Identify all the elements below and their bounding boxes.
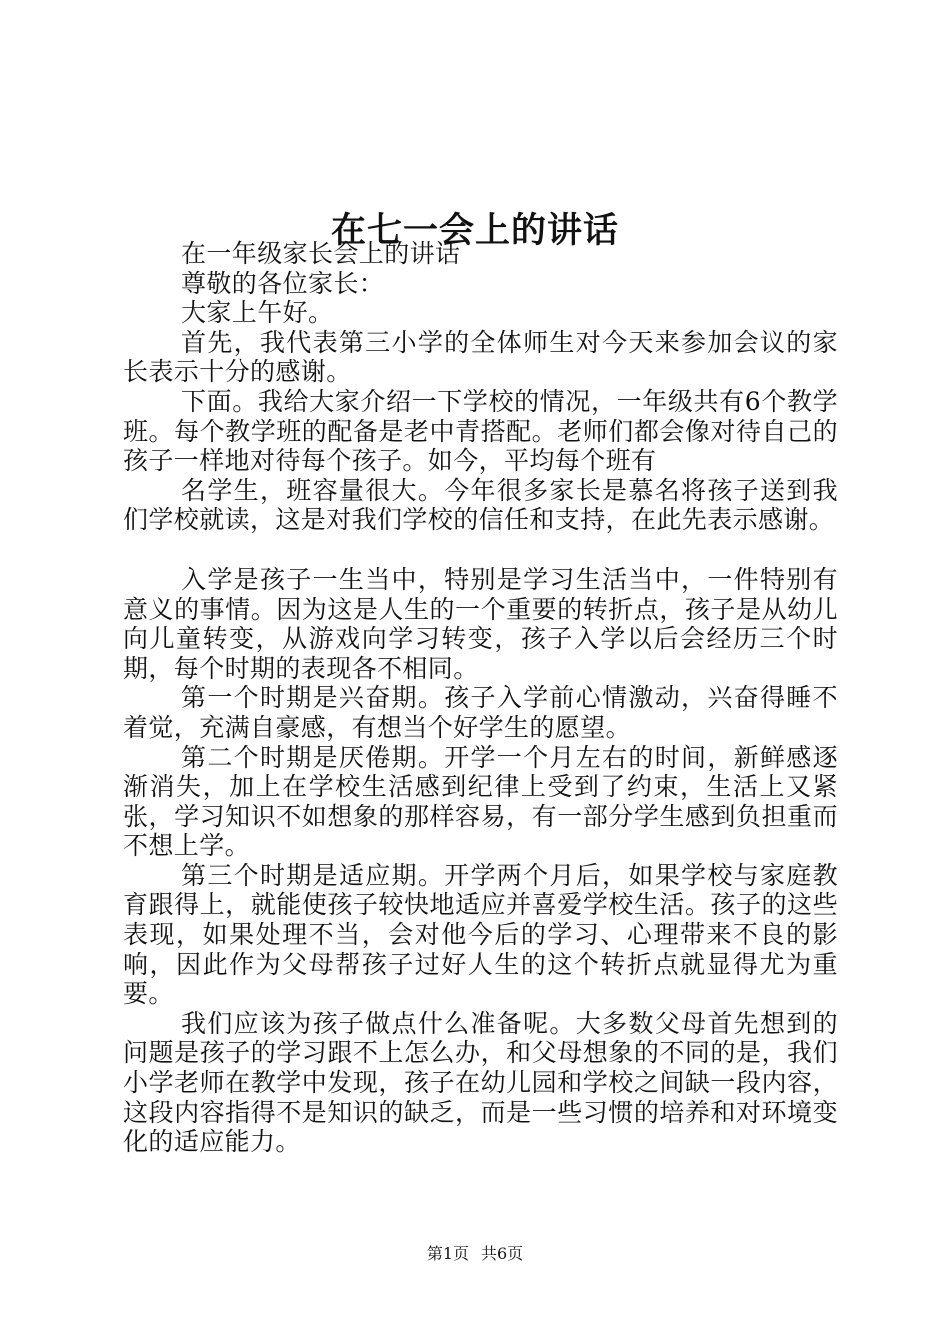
paragraph-heading-line: 在一年级家长会上的讲话 — [181, 239, 461, 268]
paragraph-weariness-period: 第二个时期是厌倦期。开学一个月左右的时间，新鲜感逐渐消失，加上在学校生活感到纪律上受到了约束，生活上又紧张，学习知识不如想象的那样容易，有一部分学生感到负担重而不想上学。 — [123, 742, 838, 861]
paragraph-adaptation-period: 第三个时期是适应期。开学两个月后，如果学校与家庭教育跟得上，就能使孩子较快地适应并喜爱学校生活。孩子的这些表现，如果处理不当，会对他今后的学习、心理带来不良的影响，因此作为父母帮孩子过好人生的这个转折点就显得尤为重要。 — [123, 860, 838, 1009]
paragraph-class-size: 名学生，班容量很大。今年很多家长是慕名将孩子送到我们学校就读，这是对我们学校的信任和支持，在此先表示感谢。 — [123, 475, 838, 535]
document-body — [123, 239, 838, 1157]
paragraph-enrollment-meaning: 入学是孩子一生当中，特别是学习生活当中，一件特别有意义的事情。因为这是人生的一个重要的转折点，孩子是从幼儿向儿童转变，从游戏向学习转变，孩子入学以后会经历三个时期，每个时期的表现各不相同。 — [123, 564, 838, 683]
paragraph-greeting: 大家上午好。 — [181, 298, 334, 328]
document-title: 在七一会上的讲话 — [330, 210, 619, 252]
paragraph-preparation: 我们应该为孩子做点什么准备呢。大多数父母首先想到的问题是孩子的学习跟不上怎么办，和父母想象的不同的是，我们小学老师在教学中发现，孩子在幼儿园和学校之间缺一段内容，这段内容指得不是知识的缺乏，而是一些习惯的培养和对环境变化的适应能力。 — [123, 1008, 838, 1157]
paragraph-school-intro: 下面。我给大家介绍一下学校的情况，一年级共有6个教学班。每个教学班的配备是老中青搭配。老师们都会像对待自己的孩子一样地对待每个孩子。如今，平均每个班有 — [123, 386, 838, 476]
page-total: 共6页 — [481, 1244, 524, 1263]
page-footer — [0, 1243, 950, 1265]
page-number: 第1页 — [426, 1244, 469, 1263]
paragraph-thanks: 首先，我代表第三小学的全体师生对今天来参加会议的家长表示十分的感谢。 — [123, 327, 838, 387]
paragraph-salutation: 尊敬的各位家长： — [181, 268, 385, 298]
paragraph-excitement-period: 第一个时期是兴奋期。孩子入学前心情激动，兴奋得睡不着觉，充满自豪感，有想当个好学生的愿望。 — [123, 683, 838, 742]
